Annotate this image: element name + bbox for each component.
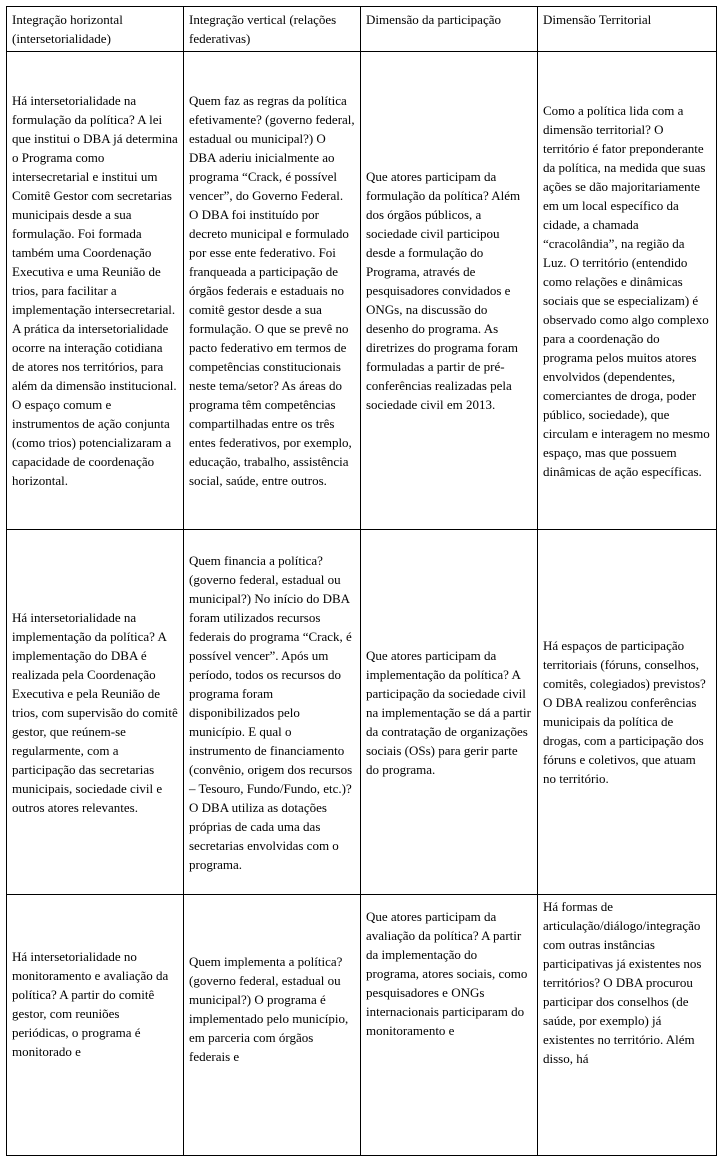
table-cell: Que atores participam da formulação da política? Além dos órgãos públicos, a sociedade civil participou desde a formulação do Programa, através de pesquisadores convidados e ONGs, na discussão do desenho do programa. As diretrizes do programa foram formuladas a partir de pré-conferências realizadas pela sociedade civil em 2013. <box>361 52 538 530</box>
table-cell: Quem faz as regras da política efetivamente? (governo federal, estadual ou municipal?) O DBA aderiu inicialmente ao programa “Crack, é possível vencer”, do Governo Federal. O DBA foi instituído por decreto municipal e formulado por esse ente federativo. Foi franqueada a participação de órgãos federais e estaduais no comitê gestor desde a sua formulação. O que se prevê no pacto federativo em termos de competências constitucionais neste tema/setor? As áreas do programa têm competências compartilhadas entre os três entes federativos, por exemplo, educação, trabalho, assistência social, saúde, entre outros. <box>184 52 361 530</box>
header-horizontal-integration: Integração horizontal (intersetorialidade) <box>7 7 184 52</box>
analysis-table <box>6 6 717 1156</box>
table-header-row <box>7 7 717 52</box>
table-cell: Há intersetorialidade na formulação da política? A lei que institui o DBA já determina o Programa como intersecretarial e institui um Comitê Gestor com secretarias municipais desde a sua formulação. Foi formada também uma Coordenação Executiva e uma Reunião de trios, para facilitar a implementação intersecretarial. A prática da intersetorialidade ocorre na interação cotidiana de atores nos territórios, para além da dimensão institucional. O espaço comum e instrumentos de ação conjunta (como trios) potencializaram a capacidade de coordenação horizontal. <box>7 52 184 530</box>
table-cell: Que atores participam da avaliação da política? A partir da implementação do programa, atores sociais, como pesquisadores e ONGs internacionais participaram do monitoramento e <box>361 895 538 1156</box>
table-cell: Há formas de articulação/diálogo/integração com outras instâncias participativas já existentes nos territórios? O DBA procurou participar dos conselhos (de saúde, por exemplo) já existentes no território. Além disso, há <box>538 895 717 1156</box>
table-cell: Há espaços de participação territoriais (fóruns, conselhos, comitês, colegiados) previstos? O DBA realizou conferências municipais da política de drogas, com a participação dos fóruns e coletivos, que atuam no território. <box>538 530 717 895</box>
table-row <box>7 895 717 1156</box>
table-cell: Quem financia a política? (governo federal, estadual ou municipal?) No início do DBA foram utilizados recursos federais do programa “Crack, é possível vencer”. Após um período, todos os recursos do programa foram disponibilizados pelo município. E qual o instrumento de financiamento (convênio, origem dos recursos – Tesouro, Fundo/Fundo, etc.)? O DBA utiliza as dotações próprias de cada uma das secretarias envolvidas com o programa. <box>184 530 361 895</box>
header-participation-dimension: Dimensão da participação <box>361 7 538 52</box>
table-row <box>7 530 717 895</box>
header-vertical-integration: Integração vertical (relações federativas) <box>184 7 361 52</box>
table-cell: Que atores participam da implementação da política? A participação da sociedade civil na implementação se dá a partir da contratação de organizações sociais (OSs) para gerir parte do programa. <box>361 530 538 895</box>
table-row <box>7 52 717 530</box>
table-cell: Como a política lida com a dimensão territorial? O território é fator preponderante da política, na medida que suas ações se dão majoritariamente em um local específico da cidade, a chamada “cracolândia”, na região da Luz. O território (entendido como relações e dinâmicas sociais que se especializam) é observado como algo complexo para a coordenação do programa pelos muitos atores envolvidos (dependentes, comerciantes de droga, poder público, sociedade), que circulam e interagem no mesmo espaço, mas que possuem dinâmicas de ação específicas. <box>538 52 717 530</box>
table-cell: Há intersetorialidade na implementação da política? A implementação do DBA é realizada pela Coordenação Executiva e pela Reunião de trios, com supervisão do comitê gestor, que reúnem-se regularmente, com a participação das secretarias municipais, sociedade civil e outros atores relevantes. <box>7 530 184 895</box>
table-cell: Quem implementa a política? (governo federal, estadual ou municipal?) O programa é implementado pelo município, em parceria com órgãos federais e <box>184 895 361 1156</box>
table-cell: Há intersetorialidade no monitoramento e avaliação da política? A partir do comitê gestor, com reuniões periódicas, o programa é monitorado e <box>7 895 184 1156</box>
header-territorial-dimension: Dimensão Territorial <box>538 7 717 52</box>
document-page <box>6 6 716 1156</box>
